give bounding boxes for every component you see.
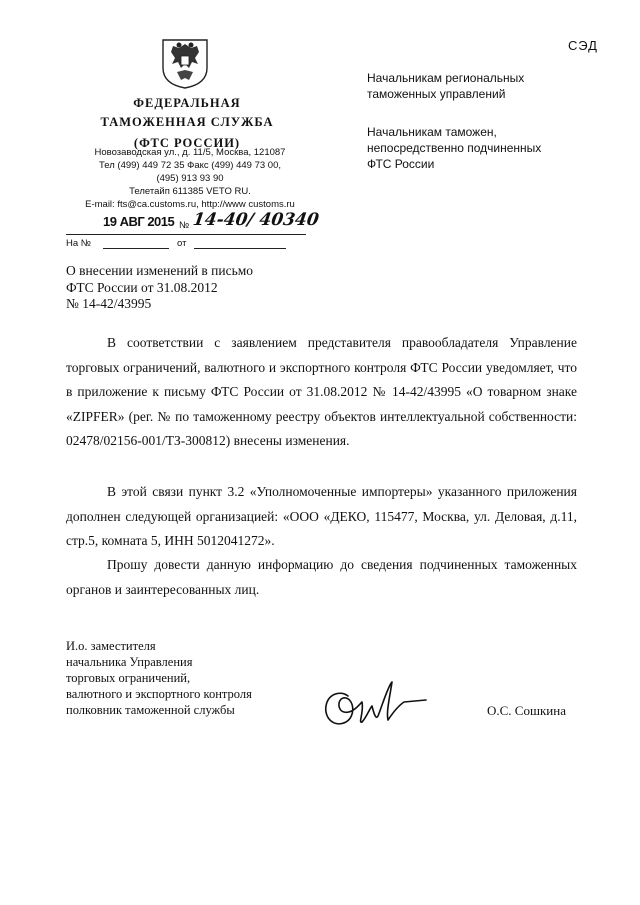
address-line: E-mail: fts@ca.customs.ru, http://www customs.ru — [85, 199, 295, 210]
subject-line: О внесении изменений в письмо — [66, 263, 254, 278]
document-date: 19 АВГ 2015 — [103, 214, 175, 229]
registration-number: 14-40/ 40340 — [191, 210, 321, 230]
reference-label: На № — [66, 238, 91, 249]
recipient-line: непосредственно подчиненных — [367, 141, 542, 155]
signatory-title-line: И.о. заместителя — [66, 639, 156, 653]
address-line: (495) 913 93 90 — [156, 173, 224, 184]
signatory-title-line: торговых ограничений, — [66, 671, 191, 685]
subject-line: № 14-42/43995 — [66, 296, 152, 311]
recipient-line: таможенных управлений — [367, 87, 506, 101]
recipient-line: Начальникам региональных — [367, 71, 525, 85]
recipient-line: Начальникам таможен, — [367, 125, 497, 139]
signatory-title-line: валютного и экспортного контроля — [66, 687, 252, 701]
address-line: Телетайп 611385 VETO RU. — [129, 186, 251, 197]
recipient-line: ФТС России — [367, 157, 435, 171]
recipient-block — [367, 70, 524, 102]
address-line: Новозаводская ул., д. 11/5, Москва, 121087 — [94, 147, 286, 158]
body-paragraph: Прошу довести данную информацию до сведения подчиненных таможенных органов и заинтересованных лиц. — [66, 557, 577, 597]
agency-name-line2: ТАМОЖЕННАЯ СЛУЖБА — [100, 115, 274, 129]
signatory-name: О.С. Сошкина — [487, 703, 566, 718]
agency-name-line1: ФЕДЕРАЛЬНАЯ — [133, 96, 241, 110]
recipient-block — [367, 124, 541, 172]
address-block — [70, 146, 310, 211]
number-label: № — [179, 220, 190, 231]
body-paragraph: В соответствии с заявлением представителя правообладателя Управление торговых ограничений, валютного и экспортного контроля ФТС России уведомляет, что в приложение к письму ФТС России от 31.08.2012 № 14-42/43995 «О товарном знаке «ZIPFER» (рег. № по таможенному реестру объектов интеллектуальной собственности: 02478/02156-001/ТЗ-300812) внесены изменения. — [66, 335, 577, 449]
reference-date-blank — [194, 248, 286, 249]
signatory-title-line: начальника Управления — [66, 655, 193, 669]
address-line: Тел (499) 449 72 35 Факс (499) 449 73 00, — [98, 160, 282, 171]
reference-number-blank — [103, 248, 169, 249]
document-code: СЭД — [568, 38, 598, 53]
body-paragraph: В этой связи пункт 3.2 «Уполномоченные импортеры» указанного приложения дополнен следующей организацией: «ООО «ДЕКО, 115477, Москва, ул. Деловая, д.11, стр.5, комната 5, ИНН 5012041272». — [66, 484, 577, 549]
coat-of-arms-emblem — [159, 34, 211, 90]
handwritten-signature — [318, 676, 430, 736]
agency-abbreviation: (ФТС РОССИИ) — [133, 136, 241, 150]
signatory-title — [66, 638, 252, 718]
reference-from-label: от — [177, 238, 187, 249]
subject-block — [66, 263, 253, 313]
subject-line: ФТС России от 31.08.2012 — [66, 279, 218, 295]
signatory-title-line: полковник таможенной службы — [66, 703, 235, 717]
